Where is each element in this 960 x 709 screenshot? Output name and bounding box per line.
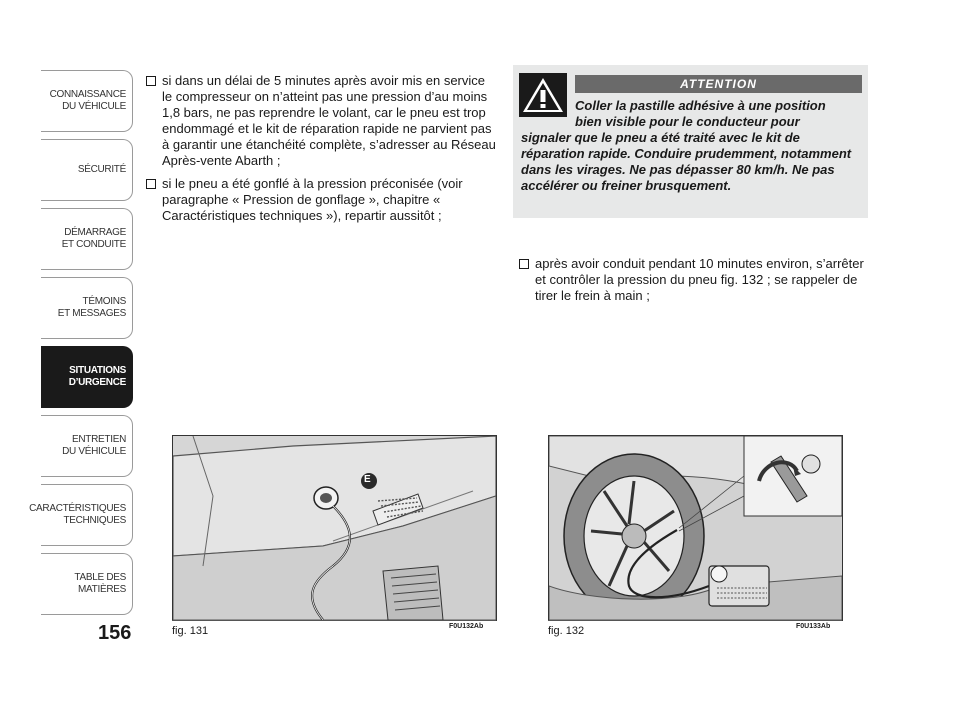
list-item: si dans un délai de 5 minutes après avoir mis en service le compresseur on n’atteint pas une pression d’au moins 1,8 bars, ne pas reprendre le volant, car le pneu est trop endommagé et le kit de réparation rapide ne parvient pas à garantir une étanchéité complète, s’adresser au Réseau Après-vente Abarth ;	[146, 73, 496, 169]
list-item: après avoir conduit pendant 10 minutes environ, s’arrêter et contrôler la pression du pneu fig. 132 ; se rappeler de tirer le frein à main ;	[519, 256, 871, 304]
figure-132-caption: fig. 132	[548, 625, 585, 637]
attention-header: ATTENTION	[575, 75, 862, 93]
figure-131-rule	[172, 620, 496, 621]
tyre-pressure-check-illustration	[549, 436, 842, 620]
figure-131-code: F0U132Ab	[449, 623, 484, 630]
tab-situations-d-urgence[interactable]	[41, 346, 133, 408]
tab-label: CONNAISSANCE DU VÉHICULE	[49, 89, 126, 112]
page-number: 156	[98, 622, 132, 644]
tab-entretien-du-vehicule[interactable]	[41, 415, 133, 477]
tab-caracteristiques-techniques[interactable]	[29, 484, 133, 546]
tab-connaissance-du-vehicule[interactable]	[41, 70, 133, 132]
tab-label: TABLE DES MATIÈRES	[74, 572, 126, 595]
tab-securite[interactable]	[41, 139, 133, 201]
checkbox-bullet-icon	[146, 179, 156, 189]
checkbox-bullet-icon	[519, 259, 529, 269]
list-item: si le pneu a été gonflé à la pression préconisée (voir paragraphe « Pression de gonflage », chapitre « Caractéristiques techniques »), repartir aussitôt ;	[146, 176, 496, 224]
figure-marker-label: E	[364, 474, 371, 485]
right-bullet-list	[519, 256, 871, 311]
tab-label: DÉMARRAGE ET CONDUITE	[61, 227, 126, 250]
tab-label: SÉCURITÉ	[77, 164, 126, 175]
checkbox-bullet-icon	[146, 76, 156, 86]
figure-132-rule	[548, 620, 842, 621]
figure-132-image	[548, 435, 843, 621]
attention-text: Coller la pastille adhésive à une position bien visible pour le conducteur pour signaler que le pneu a été traité avec le kit de réparation rapide. Conduire prudemment, notamment dans les virages. Ne pas dépasser 80 km/h. Ne pas accélérer ou freiner brusquement.	[521, 98, 852, 193]
figure-132-code: F0U133Ab	[796, 623, 831, 630]
left-bullet-list	[146, 73, 496, 231]
tab-temoins-et-messages[interactable]	[41, 277, 133, 339]
tab-table-des-matieres[interactable]	[41, 553, 133, 615]
figure-131-caption: fig. 131	[172, 625, 209, 637]
tab-label: TÉMOINS ET MESSAGES	[57, 296, 126, 319]
compressor-socket-illustration	[173, 436, 496, 620]
tab-label: CARACTÉRISTIQUES TECHNIQUES	[29, 503, 126, 526]
tab-label: ENTRETIEN DU VÉHICULE	[62, 434, 126, 457]
attention-box	[513, 65, 868, 218]
figure-131-image	[172, 435, 497, 621]
tab-label: SITUATIONS D’URGENCE	[68, 365, 126, 388]
tab-demarrage-et-conduite[interactable]	[41, 208, 133, 270]
